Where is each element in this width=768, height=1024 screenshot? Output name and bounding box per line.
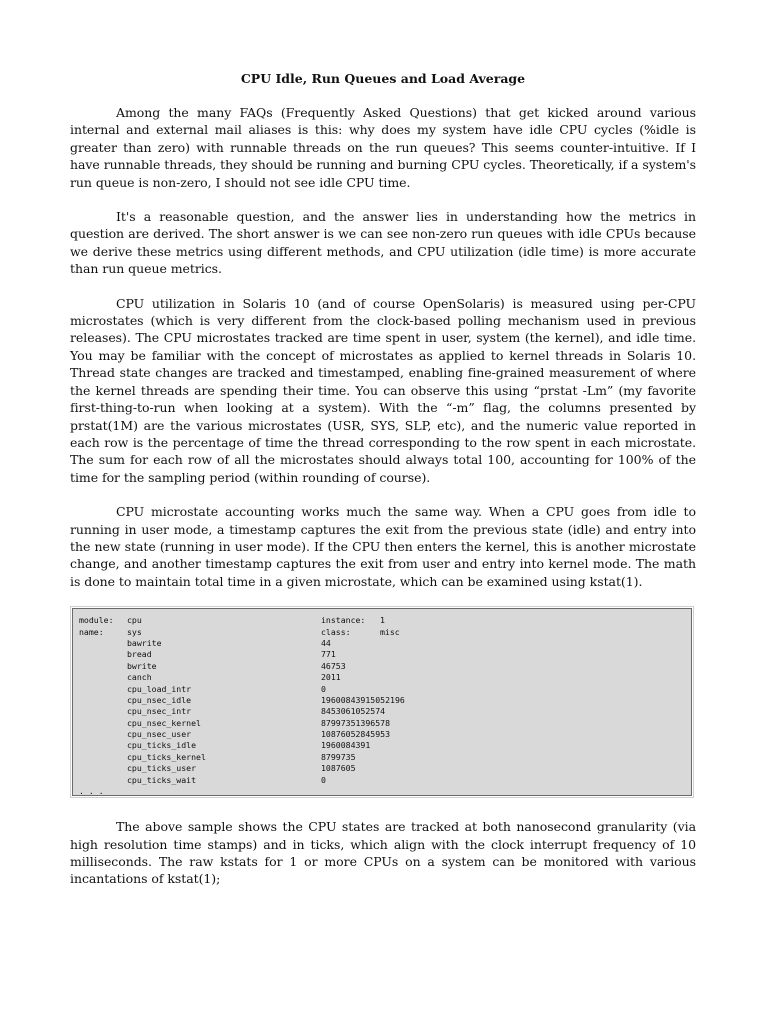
code-line xyxy=(79,684,685,695)
code-line xyxy=(79,740,685,751)
code-cell xyxy=(79,695,127,706)
code-cell xyxy=(127,786,321,796)
code-cell xyxy=(79,649,127,660)
code-cell: module: xyxy=(79,615,114,626)
code-cell: 1960084391 xyxy=(321,740,371,751)
code-cell: 1 xyxy=(380,615,385,626)
code-cell: cpu xyxy=(127,615,142,626)
code-cell: instance: xyxy=(321,615,366,626)
code-line xyxy=(79,763,685,774)
code-cell: bwrite xyxy=(127,660,157,671)
code-line xyxy=(79,672,685,683)
code-cell xyxy=(79,718,127,729)
code-cell: bread xyxy=(127,649,152,660)
code-cell: misc xyxy=(380,626,400,637)
document-title: CPU Idle, Run Queues and Load Average xyxy=(240,71,526,86)
code-line xyxy=(79,786,685,796)
code-cell: cpu_ticks_user xyxy=(127,763,197,774)
code-cell: 0 xyxy=(321,774,326,785)
code-cell xyxy=(79,684,127,695)
code-cell xyxy=(79,763,127,774)
code-cell: class: xyxy=(321,626,351,637)
code-line xyxy=(79,775,685,786)
code-cell: 87997351396578 xyxy=(321,717,391,728)
code-cell: 10876052845953 xyxy=(321,729,391,740)
code-line xyxy=(79,627,685,638)
code-line xyxy=(79,729,685,740)
code-cell: cpu_nsec_intr xyxy=(127,706,192,717)
code-cell: 46753 xyxy=(321,660,346,671)
code-cell: 2011 xyxy=(321,672,341,683)
code-cell: 1087605 xyxy=(321,763,356,774)
code-cell xyxy=(79,729,127,740)
code-cell xyxy=(79,752,127,763)
kstat-code-listing xyxy=(72,608,692,796)
code-line xyxy=(79,638,685,649)
code-cell xyxy=(79,672,127,683)
code-cell: cpu_load_intr xyxy=(127,683,192,694)
code-cell xyxy=(380,786,685,796)
paragraph-5: The above sample shows the CPU states are tracked at both nanosecond granularity (via high resolution time stamps) and in ticks, which align with the clock interrupt frequency of 10 milliseconds. The raw kstats for 1 or more CPUs on a system can be monitored with various incantations of kstat(1); xyxy=(70,819,696,887)
code-cell: sys xyxy=(127,626,142,637)
code-cell: cpu_ticks_wait xyxy=(127,774,197,785)
code-cell: name: xyxy=(79,626,104,637)
code-cell xyxy=(321,786,380,796)
code-cell: cpu_nsec_kernel xyxy=(127,717,201,728)
code-cell xyxy=(79,661,127,672)
paragraph-1: Among the many FAQs (Frequently Asked Questions) that get kicked around various internal and external mail aliases is this: why does my system have idle CPU cycles (%idle is greater than zero) with runnable threads on the run queues? This seems counter-intuitive. If I have runnable threads, they should be running and burning CPU cycles. Theoretically, if a system's run queue is non-zero, I should not see idle CPU time. xyxy=(70,105,696,190)
code-cell: canch xyxy=(127,672,152,683)
code-line xyxy=(79,649,685,660)
paragraph-2: It's a reasonable question, and the answer lies in understanding how the metrics in question are derived. The short answer is we can see non-zero run queues with idle CPUs because we derive these metrics using different methods, and CPU utilization (idle time) is more accurate than run queue metrics. xyxy=(70,209,696,277)
code-cell xyxy=(79,740,127,751)
paragraph-3: CPU utilization in Solaris 10 (and of course OpenSolaris) is measured using per-CPU microstates (which is very different from the clock-based polling mechanism used in previous releases). The CPU microstates tracked are time spent in user, system (the kernel), and idle time. You may be familiar with the concept of microstates as applied to kernel threads in Solaris 10. Thread state changes are tracked and timestamped, enabling fine-grained measurement of where the kernel threads are spending their time. You can observe this using “prstat -Lm” (my favorite first-thing-to-run when looking at a system). With the “-m” flag, the columns presented by prstat(1M) are the various microstates (USR, SYS, SLP, etc), and the numeric value reported in each row is the percentage of time the thread corresponding to the row spent in each microstate. The sum for each row of all the microstates should always total 100, accounting for 100% of the time for the sampling period (within rounding of course). xyxy=(70,295,696,485)
code-cell: cpu_nsec_user xyxy=(127,729,192,740)
code-line xyxy=(79,661,685,672)
code-cell: bawrite xyxy=(127,637,162,648)
code-cell: cpu_nsec_idle xyxy=(127,694,192,705)
code-line xyxy=(79,752,685,763)
code-line xyxy=(79,706,685,717)
code-line xyxy=(79,718,685,729)
code-cell: 19600843915052196 xyxy=(321,694,405,705)
code-cell xyxy=(79,775,127,786)
code-cell: 8453061052574 xyxy=(321,706,386,717)
code-cell: . . . xyxy=(79,786,104,797)
paragraph-4: CPU microstate accounting works much the same way. When a CPU goes from idle to running in user mode, a timestamp captures the exit from the previous state (idle) and entry into the new state (running in user mode). If the CPU then enters the kernel, this is another microstate change, and another timestamp captures the exit from user and entry into kernel mode. The math is done to maintain total time in a given microstate, which can be examined using kstat(1). xyxy=(70,504,696,589)
code-cell: 8799735 xyxy=(321,751,356,762)
code-cell: 44 xyxy=(321,637,331,648)
code-line xyxy=(79,615,685,626)
code-cell xyxy=(79,706,127,717)
code-cell xyxy=(79,638,127,649)
code-cell: cpu_ticks_kernel xyxy=(127,751,206,762)
code-cell: cpu_ticks_idle xyxy=(127,740,197,751)
code-cell: 771 xyxy=(321,649,336,660)
code-line xyxy=(79,695,685,706)
code-cell: 0 xyxy=(321,683,326,694)
